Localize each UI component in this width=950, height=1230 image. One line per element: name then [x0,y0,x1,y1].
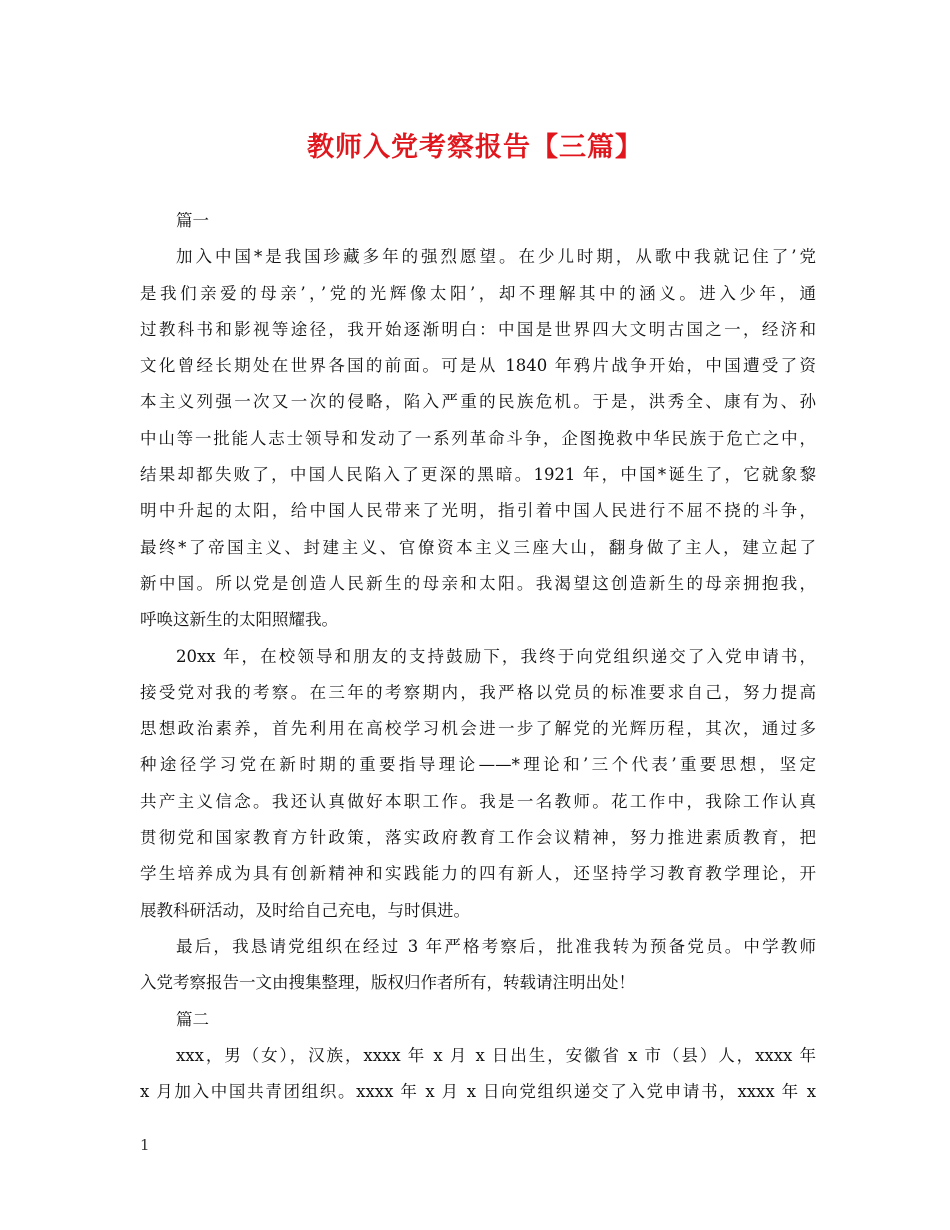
text-line: 最后，我恳请党组织在经过 3 年严格考察后，批准我转为预备党员。中学教师 [176,936,816,956]
text-line: 中山等一批能人志士领导和发动了一系列革命斗争，企图挽救中华民族于危亡之中， [140,428,816,448]
text-line: 贯彻党和国家教育方针政策，落实政府教育工作会议精神，努力推进素质教育，把 [140,828,816,848]
text-line: 文化曾经长期处在世界各国的前面。可是从 1840 年鸦片战争开始，中国遭受了资 [140,356,816,376]
text-line: 学生培养成为具有创新精神和实践能力的四有新人，还坚持学习教育教学理论，开 [140,864,816,884]
text-line: 20xx 年，在校领导和朋友的支持鼓励下，我终于向党组织递交了入党申请书， [176,646,816,666]
text-line: 明中升起的太阳，给中国人民带来了光明，指引着中国人民进行不屈不挠的斗争， [140,501,816,521]
text-line: xxx，男（女），汉族，xxxx 年 x 月 x 日出生，安徽省 x 市（县）人，xxxx 年 [176,1045,816,1065]
text-line: 接受党对我的考察。在三年的考察期内，我严格以党员的标准要求自己，努力提高 [140,682,816,702]
text-line: x 月加入中国共青团组织。xxxx 年 x 月 x 日向党组织递交了入党申请书，xxxx 年 x [140,1082,816,1102]
text-line: 展教科研活动，及时给自己充电，与时俱进。 [140,900,470,920]
text-line: 结果却都失败了，中国人民陷入了更深的黑暗。1921 年，中国*诞生了，它就象黎 [140,465,816,485]
text-line: 入党考察报告一文由搜集整理，版权归作者所有，转载请注明出处！ [140,973,635,993]
document-title: 教师入党考察报告【三篇】 [307,132,643,163]
text-line: 呼唤这新生的太阳照耀我。 [140,610,338,630]
text-line: 种途径学习党在新时期的重要指导理论——*理论和’三个代表’重要思想，坚定 [140,755,816,775]
text-line: 新中国。所以党是创造人民新生的母亲和太阳。我渴望这创造新生的母亲拥抱我， [140,573,816,593]
page-number: 1 [140,1136,150,1154]
text-line: 最终*了帝国主义、封建主义、官僚资本主义三座大山，翻身做了主人，建立起了 [140,537,816,557]
text-line: 加入中国*是我国珍藏多年的强烈愿望。在少儿时期，从歌中我就记住了’党 [176,247,816,267]
text-line: 共产主义信念。我还认真做好本职工作。我是一名教师。花工作中，我除工作认真 [140,791,816,811]
text-line: 本主义列强一次又一次的侵略，陷入严重的民族危机。于是，洪秀全、康有为、孙 [140,392,816,412]
document-body [140,203,816,1110]
text-line: 篇一 [176,211,209,230]
text-line: 思想政治素养，首先利用在高校学习机会进一步了解党的光辉历程，其次，通过多 [140,719,816,739]
text-line: 篇二 [176,1009,209,1029]
text-line: 过教科书和影视等途径，我开始逐渐明白：中国是世界四大文明古国之一，经济和 [140,319,816,339]
text-line: 是我们亲爱的母亲’，’党的光辉像太阳’，却不理解其中的涵义。进入少年，通 [140,283,816,303]
